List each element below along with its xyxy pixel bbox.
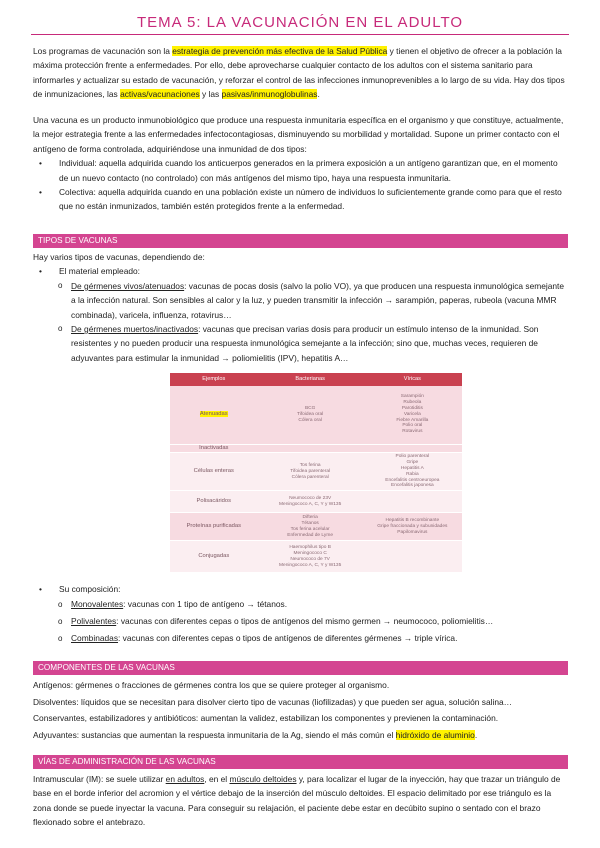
tipos-lead: Hay varios tipos de vacunas, dependiendo de:	[33, 252, 205, 262]
highlight-strategy: estrategia de prevención más efectiva de la Salud Pública	[172, 46, 388, 56]
intro-section	[33, 44, 568, 102]
list-item-monovalentes: o Monovalentes: vacunas con 1 tipo de antígeno → tétanos.	[33, 596, 568, 613]
table-header: Ejemplos	[170, 373, 258, 386]
list-item: • Su composición:	[33, 582, 568, 596]
list-item-muertos: o De gérmenes muertos/inactivados: vacunas que precisan varias dosis para producir un estímulo intenso de la inmunidad. Son resistentes y no pueden producir una respuesta inmunológica semejante a la infección; sino que, muchas veces, requieren de adyuvantes para estimular la inmunidad → poliomielitis (IPV), hepatitis A…	[33, 322, 568, 365]
componente-line: Conservantes, estabilizadores y antibióticos: aumentan la validez, estabilizan los componentes y previenen la contaminación.	[33, 713, 499, 723]
vias-paragraph: Intramuscular (IM): se suele utilizar en adultos, en el músculo deltoides y, para localizar el lugar de la inyección, hay que trazar un triángulo de base en el borde inferior del acromion y el vértice debajo de la inserción del músculo deltoides. El espacio delimitado por ese triángulo es la zona donde se puede inyectar la vacuna. Para conseguir su relajación, el paciente debe estar en decúbito supino o sentado con el brazo flexionado sobre el antebrazo.	[33, 774, 561, 828]
section-header-tipos: TIPOS DE VACUNAS	[33, 234, 568, 248]
intro-section-2	[33, 113, 568, 214]
list-item: • Individual: aquella adquirida cuando los anticuerpos generados en la primera exposición a un antígeno garantizan que, en el momento de un nuevo contacto (no controlado) con más antígenos del mismo tipo, haya una respuesta inmunitaria.	[33, 156, 568, 185]
highlight-pasivas: pasivas/inmunoglobulinas	[221, 89, 318, 100]
list-item-combinadas: o Combinadas: vacunas con diferentes cepas o tipos de antígenos de diferentes gérmenes → triple vírica.	[33, 630, 568, 647]
list-item: • Colectiva: aquella adquirida cuando en una población existe un número de individuos lo suficientemente grande como para que el resto que no están inmunizados, también estén protegidos frente a la enfermedad.	[33, 185, 568, 214]
table-row: Polisacáridos Neumococo de 23V Meningococo A, C, Y y W135	[170, 491, 462, 513]
componente-line: Adyuvantes: sustancias que aumentan la respuesta inmunitaria de la Ag, siendo el más común el hidróxido de aluminio.	[33, 729, 478, 740]
componente-line: Antígenos: gérmenes o fracciones de gérmenes contra los que se quiere proteger al organismo.	[33, 680, 390, 690]
page-title: TEMA 5: LA VACUNACIÓN EN EL ADULTO	[136, 14, 464, 31]
table-row: Conjugadas Haemophilus tipo B Meningococo C Neumococo de 7V Meningococo A, C, Y y W135	[170, 541, 462, 573]
table-row: Proteínas purificadas Difteria Tétanos Tos ferina acelular Enfermedad de Lyme Hepatitis B recombinante Gripe fraccionada y subunidades Papilomavirus	[170, 513, 462, 541]
table-row: Inactivadas	[170, 444, 462, 453]
table-row: Atenuadas BCG Tifoidea oral Cólera oral Sarampión Rubeola Parotiditis Varicela Fiebre Amarilla Polio oral Rotavirus	[170, 386, 462, 444]
list-item-polivalentes: o Polivalentes: vacunas con diferentes cepas o tipos de antígenos del mismo germen → neumococo, poliomielitis…	[33, 613, 568, 630]
intro-paragraph-2: Una vacuna es un producto inmunobiológico que produce una respuesta inmunitaria específica en el organismo y que constituye, actualmente, la mejor estrategia frente a las enfermedades infectocontagiosas, disminuyendo su morbilidad y mortalidad. Supone un primer contacto con el antígeno de forma controlada, adquiriéndose una inmunidad de dos tipos:	[33, 115, 564, 154]
table-header: Víricas	[363, 373, 462, 386]
composicion-section	[33, 582, 568, 647]
section-header-componentes: COMPONENTES DE LAS VACUNAS	[33, 661, 568, 675]
section-header-vias: VÍAS DE ADMINISTRACIÓN DE LAS VACUNAS	[33, 755, 568, 769]
tipos-section	[33, 250, 568, 365]
title-divider	[31, 34, 569, 35]
highlight-activas: activas/vacunaciones	[120, 89, 200, 100]
highlight-atenuadas: Atenuadas	[199, 410, 228, 417]
immunity-list	[33, 156, 568, 214]
highlight-aluminio: hidróxido de aluminio	[395, 729, 475, 740]
vaccine-types-table	[170, 373, 462, 573]
vias-section	[33, 772, 568, 830]
componente-line: Disolventes: líquidos que se necesitan para disolver cierto tipo de vacunas (liofilizadas) y que pueden ser agua, solución salina…	[33, 696, 513, 707]
componentes-section	[33, 677, 568, 743]
list-item-vivos: o De gérmenes vivos/atenuados: vacunas de pocas dosis (salvo la polio VO), ya que producen una respuesta inmunológica semejante a la infección natural. Son sensibles al calor y la luz, y pueden transmitir la infección → sarampión, paperas, rubeola (vacuna MMR combinada), varicela, influenza, rotavirus…	[33, 279, 568, 322]
intro-paragraph-1: Los programas de vacunación son la estrategia de prevención más efectiva de la Salud Pública y tienen el objetivo de ofrecer a la población la máxima protección frente a enfermedades. Por ello, debe aprovecharse cualquier contacto de los adultos con el sistema sanitario para informarles y actualizar su estado de vacunación, y reforzar el control de las infecciones inmunoprevenibles a lo largo de su vida. Hay dos tipos de inmunizaciones, las activas/vacunaciones y las pasivas/inmunoglobulinas.	[33, 46, 565, 100]
list-item: • El material empleado: o De gérmenes vivos/atenuados: vacunas de pocas dosis (salvo la polio VO), ya que producen una respuesta inmunológica semejante a la infección natural. Son sensibles al calor y la luz, y pueden transmitir la infección → sarampión, paperas, rubeola (vacuna MMR combinada), varicela, influenza, rotavirus… o De gérmenes muertos/inactivados: vacunas que precisan varias dosis para producir un estímulo intenso de la inmunidad. Son resistentes y no pueden producir una respuesta inmunológica semejante a la infección; sino que, muchas veces, requieren de adyuvantes para estimular la inmunidad → poliomielitis (IPV), hepatitis A…	[33, 264, 568, 365]
table-header: Bacterianas	[258, 373, 363, 386]
table-row: Células enteras Tos ferina Tifoidea parenteral Cólera parenteral Polio parenteral Gripe Hepatitis A Rabia Encefalitis centroeuropea Encefalitis japonesa	[170, 453, 462, 491]
